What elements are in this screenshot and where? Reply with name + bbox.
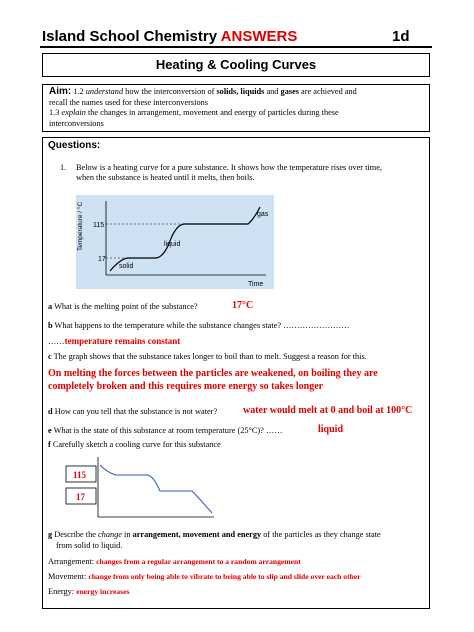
q-text: What is the state of this substance at room temperature (25°C)? …… [51,426,283,435]
sketch-label-17: 17 [76,492,85,502]
q-letter: e [48,426,52,435]
header-rule [40,46,432,48]
energy-label: Energy: [48,587,77,596]
cooling-curve-line [100,465,212,513]
aim-box [42,84,430,132]
q-text: of the particles as they change state [261,530,381,539]
answer-c-line2: completely broken and this requires more energy so takes longer [48,381,324,392]
question-f [48,440,221,451]
q-letter: f [48,440,51,449]
energy-row [48,587,129,598]
cooling-curve-svg [64,453,234,525]
q-text: What is the melting point of the substance? [52,302,198,311]
question-g-line2: from solid to liquid. [56,541,123,550]
worksheet-code: 1d [392,28,410,45]
answer-d: water would melt at 0 and boil at 100°C [243,405,413,416]
tick-label-115: 115 [93,222,105,229]
q-letter: b [48,321,53,330]
q-text: Describe the [52,530,98,539]
worksheet-title [42,28,297,45]
question-a [48,302,198,313]
q-text: The graph shows that the substance takes longer to boil than to melt. Suggest a reason for this. [51,352,367,361]
movement-row [48,572,361,583]
q-text: What happens to the temperature while the substance changes state? …………………… [52,321,350,330]
arrangement-row [48,557,301,568]
q-letter: c [48,352,52,361]
title-text: Island School Chemistry [42,28,221,45]
aim-text: are achieved and [298,87,357,96]
aim-text: and [264,87,281,96]
question-d [48,407,217,418]
q-text: How can you tell that the substance is not water? [52,407,218,416]
answers-label: ANSWERS [220,28,298,45]
cooling-curve-sketch [64,453,234,525]
aim-line: interconversions [49,118,104,128]
q1-text-line2: when the substance is heated until it melts, then boils. [76,173,255,182]
question-g-line1 [48,530,381,541]
y-axis-label: Temperature / °C [77,201,84,251]
answer-e: liquid [318,424,344,435]
aim-verb: understand [85,87,124,96]
arrangement-label: Arrangement: [48,557,97,566]
question-b [48,321,349,332]
aim-num: 1.2 [71,87,86,96]
q-text: Carefully sketch a cooling curve for this substance [50,440,221,449]
q-letter: d [48,407,53,416]
q-letter: g [48,530,53,539]
answer-b: temperature remains constant [64,336,181,346]
q-italic: change [98,530,122,539]
aim-bold: solids, liquids [216,87,265,96]
label-liquid: liquid [164,241,181,248]
label-solid: solid [119,263,134,270]
question-e [48,426,283,437]
label-gas: gas [257,211,269,218]
aim-text: how the interconversion of [123,87,217,96]
b-dots: …… [48,337,65,346]
q-letter: a [48,302,53,311]
section-title: Heating & Cooling Curves [42,53,430,77]
sketch-label-115: 115 [73,470,87,480]
heating-curve-svg [76,195,274,289]
tick-label-17: 17 [98,256,106,263]
heating-curve-line [110,207,260,271]
aim-label: Aim: [49,86,72,97]
aim-num: 1.3 [49,108,62,117]
q-text: in [121,530,133,539]
heating-curve-graph [76,195,274,289]
q-bold: arrangement, movement and energy [132,530,262,539]
questions-heading: Questions: [48,140,101,151]
answer-c-line1: On melting the forces between the particles are weakened, on boiling they are [48,368,378,379]
x-axis-label: Time [248,281,264,288]
question-c [48,352,367,363]
q1-number: 1. [60,163,67,172]
aim-bold: gases [280,87,299,96]
aim-line: recall the names used for these interconversions [49,97,208,107]
movement-label: Movement: [48,572,89,581]
answer-b-row [48,336,180,348]
q1-text-line1: Below is a heating curve for a pure substance. It shows how the temperature rises over time, [76,163,382,172]
aim-verb: explain [61,108,86,117]
aim-text: the changes in arrangement, movement and energy of particles during these [85,108,339,117]
answer-a: 17°C [232,300,254,311]
movement-answer: change from only being able to vibrate to being able to slip and slide over each other [88,572,361,581]
arrangement-answer: changes from a regular arrangement to a random arrangement [96,557,301,566]
energy-answer: energy increases [76,587,130,596]
